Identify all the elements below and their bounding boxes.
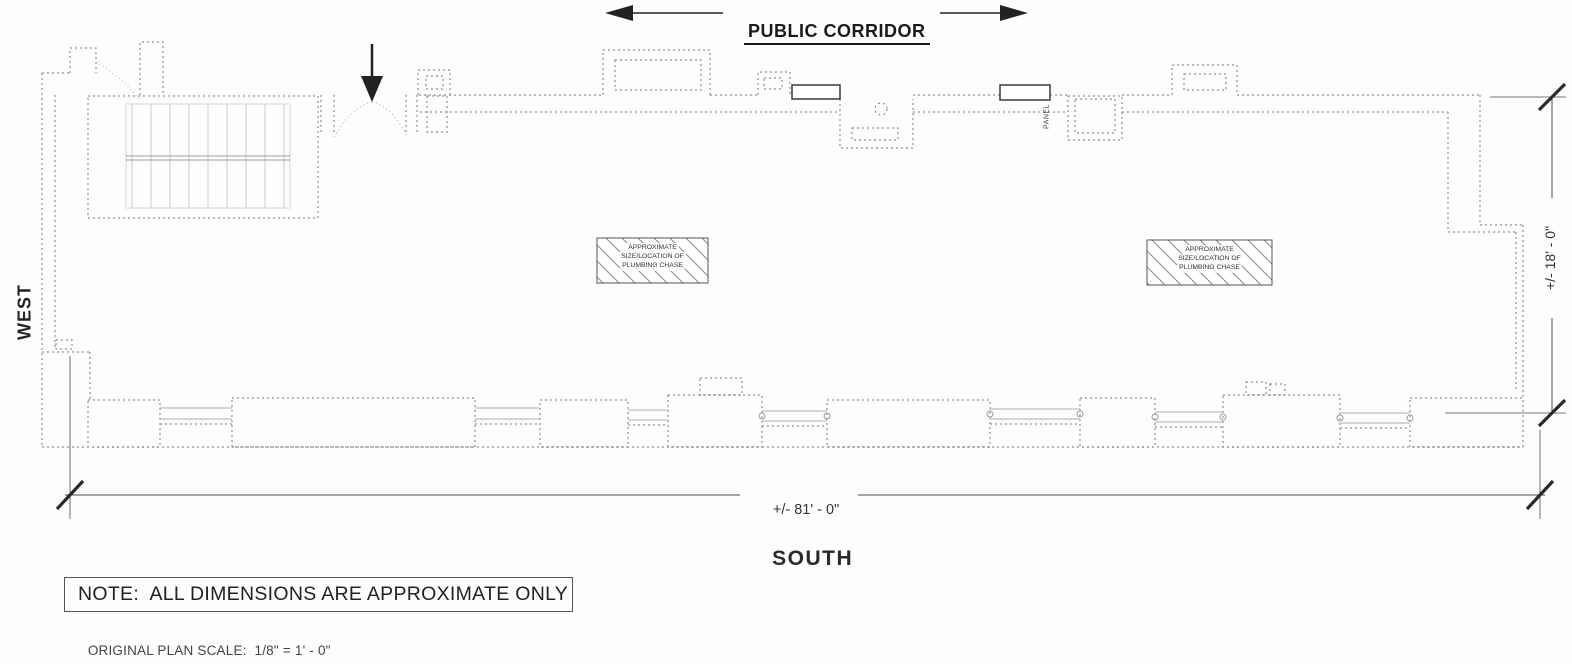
west-wall-fixture [56,340,72,349]
entry-arrow-icon [361,44,383,102]
pier [1410,398,1523,447]
windows-group [160,408,1413,423]
closet-protrusion-inner [615,60,701,90]
stair-door-swing [96,62,140,100]
stair-chimney-left [70,48,96,73]
pier [232,398,475,447]
corridor-arrow-right-icon [1000,5,1028,21]
dimension-lines [57,84,1566,519]
alcove [840,99,913,148]
niche-box-inner [764,78,782,89]
entry-pilaster [418,70,450,95]
alcove-column [875,103,887,115]
pier-bump [700,378,742,395]
stair-interior [96,62,290,208]
corridor-door-1 [792,85,840,99]
west-orientation-label: WEST [14,284,35,340]
entry-door-swing [334,102,407,137]
pier [1080,398,1155,447]
west-wall [42,73,90,447]
corridor-arrow-left-icon [605,5,633,21]
south-orientation-label: SOUTH [772,547,854,570]
pier-bump [1246,382,1266,395]
pier [827,400,990,447]
stair-chimney-right [140,42,163,95]
pier-bump [1270,384,1285,395]
corridor-doors [792,85,1050,100]
pier [668,395,762,447]
entry-door-jambs [321,95,417,135]
panel-box-inner [1075,99,1115,133]
dimensions-note-box: NOTE: ALL DIMENSIONS ARE APPROXIMATE ONLY [64,577,573,612]
right-protrusion-inner [1184,74,1226,90]
plan-scale-note: ORIGINAL PLAN SCALE: 1/8" = 1' - 0" [87,643,331,658]
pier [88,400,160,447]
window-junctions [759,411,1413,421]
pier [1223,395,1340,447]
entry-pilaster-inner [426,76,443,89]
plumbing-chase-label-1: APPROXIMATE SIZE/LOCATION OF PLUMBING CHASE [621,244,684,270]
alcove-fixture [852,128,898,140]
south-dimension-text: +/- 81' - 0" [740,486,856,534]
plumbing-chase-label-2: APPROXIMATE SIZE/LOCATION OF PLUMBING CHASE [1178,246,1241,272]
east-dimension-text: +/- 18' - 0" [1534,198,1566,318]
entry-pilaster-below [427,96,447,132]
corridor-wall-outer [419,50,1480,95]
pier [540,400,628,447]
walls-group [42,42,1523,447]
panel-label: PANEL [1043,104,1051,130]
public-corridor-label: PUBLIC CORRIDOR [722,0,922,66]
east-wall [1448,95,1523,398]
